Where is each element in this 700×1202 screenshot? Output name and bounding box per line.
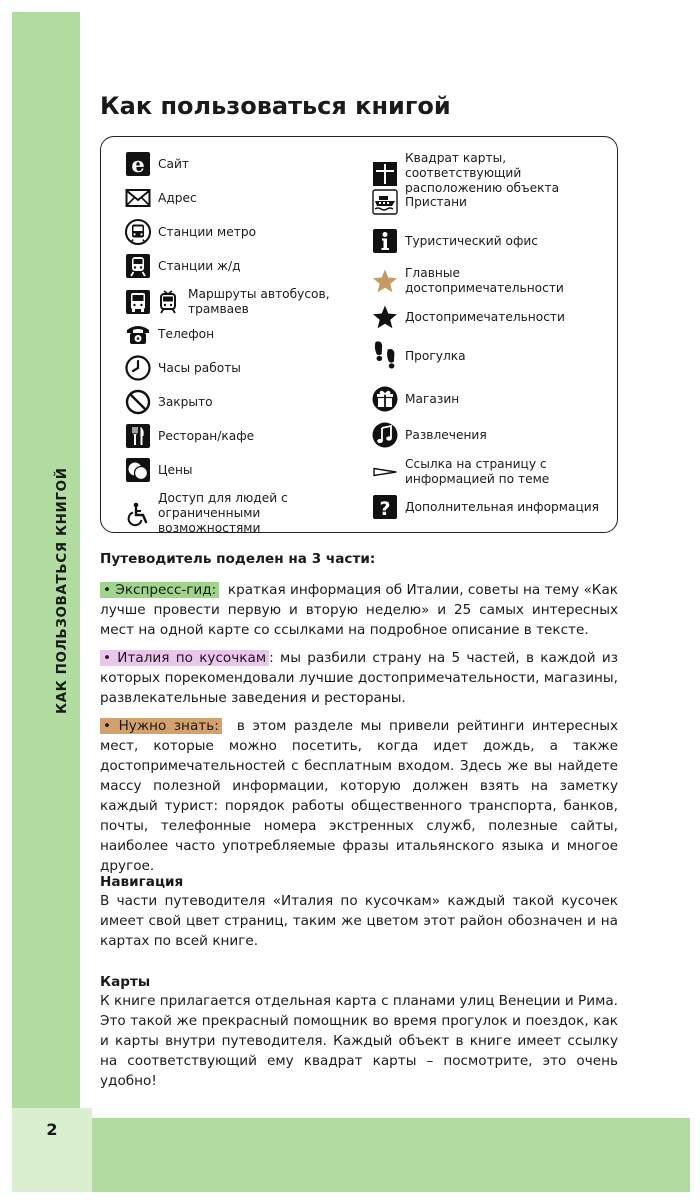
legend-item-shop: Магазин	[372, 386, 459, 412]
envelope-icon	[125, 185, 151, 211]
part-italy-text: : мы разбили страну на 5 частей, в каждой из которых порекомендовали лучшие достопримечательности, магазины, развлекательные заведения и рестораны.	[100, 650, 618, 706]
part-need-to-know	[100, 716, 618, 876]
part-express	[100, 580, 618, 640]
gold-star-icon	[372, 268, 398, 294]
legend-item-closed: Закрыто	[125, 389, 213, 415]
metro-icon	[125, 219, 151, 245]
legend-item-entertainment: Развлечения	[372, 422, 487, 448]
ferry-icon	[372, 189, 398, 215]
maps-text: К книге прилагается отдельная карта с планами улиц Венеции и Рима. Это такой же прекрасный помощник во время прогулок и поездок, как и карты внутри путеводителя. Каждый объект в книге имеет ссылку на соответствующий ему квадрат карты – посмотрите, это очень удобно!	[100, 993, 618, 1089]
triangle-pointer-icon	[372, 459, 398, 485]
closed-icon	[125, 389, 151, 415]
legend-item-tourist-office: Туристический офис	[372, 228, 538, 254]
page-number-box	[12, 1108, 92, 1192]
page-title: Как пользоваться книгой	[100, 92, 451, 120]
legend-item-hours: Часы работы	[125, 355, 241, 381]
clock-icon	[125, 355, 151, 381]
map-square-icon	[372, 161, 398, 187]
legend-item-extra-info: ? Дополнительная информация	[372, 494, 599, 520]
question-icon	[372, 494, 398, 520]
legend-item-page-reference: Ссылка на страницу с информацией по теме	[372, 457, 571, 487]
part-express-text: краткая информация об Италии, советы на тему «Как лучше провести первую и вторую неделю» и 25 самых интересных мест на одной карте со ссылками на подробное описание в тексте.	[100, 582, 618, 638]
legend-item-accessibility: Доступ для людей с ограниченными возможностями	[125, 491, 354, 536]
svg-text:?: ?	[379, 498, 391, 520]
navigation-heading: Навигация	[100, 874, 184, 890]
legend-item-bus-tram: Маршруты автобусов, трамваев	[125, 287, 370, 317]
info-icon	[372, 228, 398, 254]
phone-icon	[125, 321, 151, 347]
train-icon	[125, 253, 151, 279]
wheelchair-icon	[125, 501, 151, 527]
legend-box	[100, 136, 618, 533]
legend-item-ferry: Пристани	[372, 189, 467, 215]
part-italy-tag: • Италия по кусочкам	[100, 650, 269, 666]
tram-icon	[155, 289, 181, 315]
maps-heading: Карты	[100, 974, 151, 990]
legend-item-sights: Достопримечательности	[372, 304, 565, 330]
legend-item-prices: Цены	[125, 457, 193, 483]
legend-item-website: e Сайт	[125, 151, 189, 177]
legend-item-walk: Прогулка	[372, 343, 466, 369]
part-need-tag: • Нужно знать:	[100, 718, 222, 734]
legend-item-map-square: Квадрат карты, соответствующий расположению объекта	[372, 151, 603, 196]
svg-text:e: e	[131, 152, 145, 177]
footprints-icon	[372, 343, 398, 369]
legend-item-train: Станции ж/д	[125, 253, 241, 279]
parts-intro: Путеводитель поделен на 3 части:	[100, 551, 376, 567]
bottom-color-bar	[92, 1118, 690, 1192]
cutlery-icon	[125, 423, 151, 449]
legend-item-address: Адрес	[125, 185, 197, 211]
side-section-title: КАК ПОЛЬЗОВАТЬСЯ КНИГОЙ	[54, 467, 70, 714]
navigation-text: В части путеводителя «Италия по кусочкам» каждый такой кусочек имеет свой цвет страниц, таким же цветом этот район обозначен и на картах по всей книге.	[100, 893, 618, 949]
part-italy-pieces	[100, 648, 618, 708]
legend-item-phone: Телефон	[125, 321, 214, 347]
legend-item-restaurant: Ресторан/кафе	[125, 423, 254, 449]
part-need-text: в этом разделе мы привели рейтинги интересных мест, которые можно посетить, когда идет дождь, а также достопримечательностей с бесплатным входом. Здесь же вы найдете массу полезной информации, которую должен взять на заметку каждый турист: порядок работы общественного транспорта, банков, почты, телефонные номера экстренных служб, полезные сайты, наиболее часто употребляемые фразы итальянского языка и многое другое.	[100, 718, 618, 874]
black-star-icon	[372, 304, 398, 330]
legend-item-metro: Станции метро	[125, 219, 256, 245]
page-number: 2	[46, 1120, 58, 1139]
music-note-icon	[372, 422, 398, 448]
website-icon	[125, 151, 151, 177]
bus-icon	[125, 289, 151, 315]
coins-icon	[125, 457, 151, 483]
gift-icon	[372, 386, 398, 412]
part-express-tag: • Экспресс-гид:	[100, 582, 219, 598]
legend-item-main-sights: Главные достопримечательности	[372, 266, 617, 296]
